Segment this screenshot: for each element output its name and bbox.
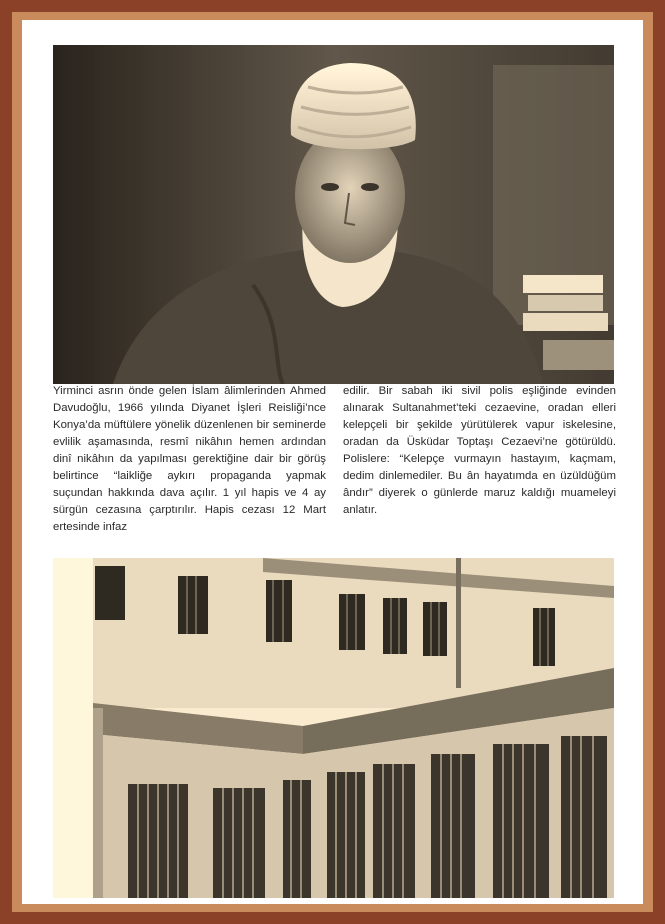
article-column-right [343,383,616,519]
page [22,20,643,904]
prison-photo [53,558,614,898]
portrait-photo [53,45,614,384]
article-column-left [53,383,326,536]
paragraph-right: edilir. Bir sabah iki sivil polis eşliğinde evinden alınarak Sultanahmet’teki cezaevine, oradan elleri kelepçeli bir şekilde yürütülerek vapur iskelesine, oradan da Üsküdar Toptaşı Cezaevi’ne götürüldü. Polislere: “Kelepçe vurmayın hastayım, kaçmam, dedim dinlemediler. Bu ân hayatımda en üzüldüğüm ândır” diyerek o günlerde maruz kaldığı muameleyi anlatır. [343,385,616,516]
paragraph-left: Yirminci asrın önde gelen İslam âlimlerinden Ahmed Davudoğlu, 1966 yılında Diyanet İşleri Reisliği’nce Konya’da müftülere yönelik düzenlenen bir seminerde evlilik aşamasında, resmî nikâhın hemen ardından dinî nikâhın da yapılması gerektiğine dair bir görüş belirtince “laikliğe aykırı propaganda yapmak suçundan hakkında dava açılır. 1 yıl hapis ve 4 ay sürgün cezasına çarptırılır. Hapis cezası 12 Mart ertesinde infaz [53,385,326,533]
article-text [53,383,614,553]
